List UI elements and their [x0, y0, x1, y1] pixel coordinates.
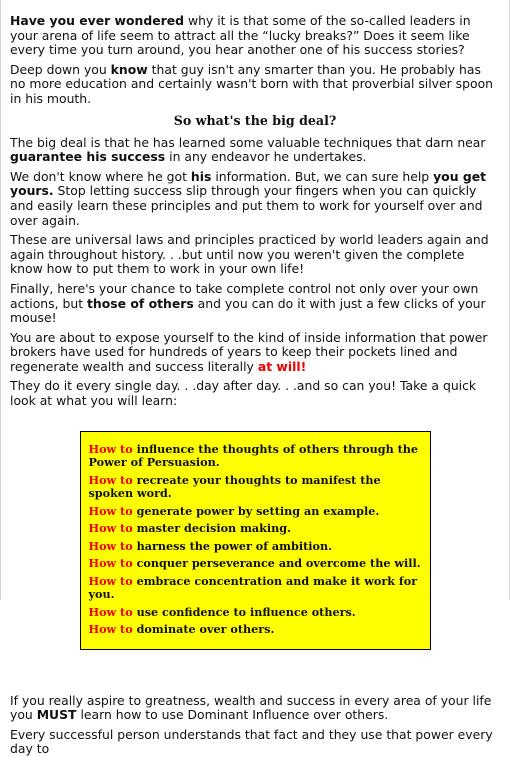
- body-paragraph-4: [10, 282, 500, 326]
- how-to-prefix: How to: [88, 538, 133, 553]
- outro-paragraph-1: [10, 694, 500, 723]
- section-heading: So what's the big deal?: [173, 112, 337, 128]
- how-to-prefix: How to: [88, 573, 133, 588]
- intro-text: that guy isn't any smarter than you. He probably has no more education and certainly wasn't born with that proverbial silver spoon in his mouth.: [10, 61, 494, 106]
- how-to-item: [89, 474, 422, 501]
- how-to-item: [89, 522, 422, 536]
- how-to-prefix: How to: [88, 441, 133, 456]
- body-emphasis: you get yours.: [10, 168, 487, 199]
- how-to-item: [89, 606, 422, 620]
- how-to-item: [89, 575, 422, 602]
- body-paragraph-6: They do it every single day. . .day after day. . .and so can you! Take a quick look at what you will learn:: [10, 378, 477, 409]
- how-to-prefix: How to: [88, 604, 133, 619]
- body-text: Finally, here's your chance to take complete control not only over your own actions, but: [10, 280, 479, 311]
- body-text: in any endeavor he undertakes.: [165, 149, 367, 165]
- intro-text: why it is that some of the so-called leaders in your arena of life seem to attract all the “lucky breaks?” Does it seem like every time you turn around, you hear another one of his success stories?: [10, 13, 471, 58]
- body-emphasis: those of others: [87, 295, 194, 311]
- how-to-text: generate power by setting an example.: [132, 503, 380, 518]
- body-text: We don't know where he got: [10, 168, 191, 184]
- how-to-text: dominate over others.: [132, 622, 275, 637]
- how-to-list-box: [80, 431, 431, 650]
- how-to-text: conquer perseverance and overcome the will.: [132, 556, 421, 571]
- outro-emphasis: MUST: [36, 707, 77, 723]
- body-text: The big deal is that he has learned some valuable techniques that darn near: [10, 134, 486, 150]
- body-paragraph-1: [10, 136, 500, 165]
- body-paragraph-5: [10, 331, 500, 375]
- body-emphasis: his: [190, 168, 212, 184]
- body-text: and you can do it with just a few clicks of your mouse!: [10, 295, 486, 326]
- outro-text: learn how to use Dominant Influence over others.: [76, 707, 389, 723]
- how-to-item: [89, 557, 422, 571]
- body-text: information. But, we can sure help: [211, 168, 434, 184]
- how-to-prefix: How to: [88, 503, 133, 518]
- how-to-text: embrace concentration and make it work for you.: [88, 573, 418, 602]
- body-text: You are about to expose yourself to the kind of inside information that power brokers have used for hundreds of years to keep their pockets lined and regenerate wealth and success literally: [10, 329, 488, 374]
- how-to-item: [89, 623, 422, 637]
- intro-paragraph-2: [10, 63, 500, 107]
- intro-emphasis: know: [110, 61, 148, 77]
- body-paragraph-3: These are universal laws and principles practiced by world leaders again and again throughout history. . .but until now you weren't given the complete know how to put them to work in your own life!: [10, 232, 489, 277]
- how-to-text: recreate your thoughts to manifest the spoken word.: [88, 472, 381, 501]
- intro-text: Deep down you: [10, 61, 111, 77]
- how-to-text: influence the thoughts of others through the Power of Persuasion.: [88, 441, 419, 470]
- outro-text: If you really aspire to greatness, wealth and success in every area of your life you: [10, 692, 492, 723]
- body-emphasis: guarantee his success: [10, 149, 166, 165]
- how-to-item: [89, 505, 422, 519]
- how-to-prefix: How to: [88, 622, 133, 637]
- how-to-prefix: How to: [88, 521, 133, 536]
- how-to-text: master decision making.: [132, 521, 292, 536]
- red-emphasis: at will!: [257, 358, 307, 374]
- how-to-prefix: How to: [88, 556, 133, 571]
- how-to-text: harness the power of ambition.: [132, 538, 332, 553]
- how-to-text: use confidence to influence others.: [132, 604, 356, 619]
- intro-emphasis: Have you ever wondered: [10, 13, 184, 28]
- how-to-item: [89, 443, 422, 470]
- how-to-item: [89, 540, 422, 554]
- outro-paragraph-2: Every successful person understands that fact and they use that power every day to: [10, 726, 493, 757]
- body-text: Stop letting success slip through your fingers when you can quickly and easily learn these principles and put them to work for yourself over and over again.: [10, 183, 483, 228]
- how-to-prefix: How to: [88, 472, 133, 487]
- body-paragraph-2: [10, 170, 500, 228]
- intro-paragraph-1: [10, 14, 500, 58]
